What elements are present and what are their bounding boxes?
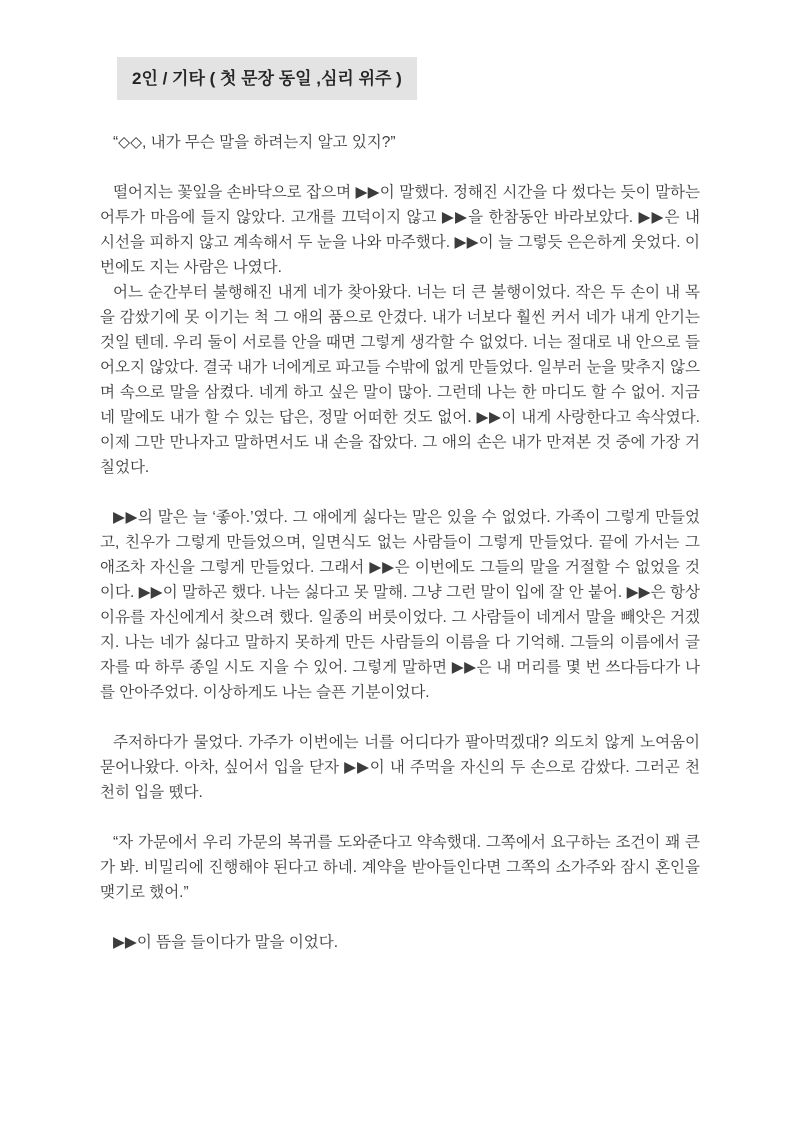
paragraph-block bbox=[100, 505, 700, 705]
paragraph: 어느 순간부터 불행해진 내게 네가 찾아왔다. 너는 더 큰 불행이었다. 작은 두 손이 내 목을 감쌌기에 못 이기는 척 그 애의 품으로 안겼다. 내가 너보다 훨씬 커서 네가 내게 안기는 것일 텐데. 우리 둘이 서로를 안을 때면 그렇게 생각할 수 없었다. 너는 절대로 내 안으로 들어오지 않았다. 결국 내가 너에게로 파고들 수밖에 없게 만들었다. 일부러 눈을 맞추지 않으며 속으로 말을 삼켰다. 네게 하고 싶은 말이 많아. 그런데 나는 한 마디도 할 수 없어. 지금 네 말에도 내가 할 수 있는 답은, 정말 어떠한 것도 없어. ▶▶이 내게 사랑한다고 속삭였다. 이제 그만 만나자고 말하면서도 내 손을 잡았다. 그 애의 손은 내가 만져본 것 중에 가장 거칠었다. bbox=[100, 284, 700, 476]
paragraph-block bbox=[100, 930, 700, 955]
paragraph: 떨어지는 꽃잎을 손바닥으로 잡으며 ▶▶이 말했다. 정해진 시간을 다 썼다는 듯이 말하는 어투가 마음에 들지 않았다. 고개를 끄덕이지 않고 ▶▶을 한참동안 바라보았다. ▶▶은 내 시선을 피하지 않고 계속해서 두 눈을 나와 마주했다. ▶▶이 늘 그렇듯 은은하게 웃었다. 이번에도 지는 사람은 나였다. bbox=[100, 184, 700, 276]
story-text bbox=[100, 130, 700, 955]
paragraph: 주저하다가 물었다. 가주가 이번에는 너를 어디다가 팔아먹겠대? 의도치 않게 노여움이 묻어나왔다. 아차, 싶어서 입을 닫자 ▶▶이 내 주먹을 자신의 두 손으로 감쌌다. 그러곤 천천히 입을 뗐다. bbox=[100, 734, 700, 801]
paragraph: “◇◇, 내가 무슨 말을 하려는지 알고 있지?” bbox=[113, 134, 396, 151]
paragraph: ▶▶이 뜸을 들이다가 말을 이었다. bbox=[113, 934, 339, 951]
paragraph: ▶▶의 말은 늘 ‘좋아.’였다. 그 애에게 싫다는 말은 있을 수 없었다. 가족이 그렇게 만들었고, 친우가 그렇게 만들었으며, 일면식도 없는 사람들이 그렇게 만들었다. 끝에 가서는 그 애조차 자신을 그렇게 만들었다. 그래서 ▶▶은 이번에도 그들의 말을 거절할 수 없었을 것이다. ▶▶이 말하곤 했다. 나는 싫다고 못 말해. 그냥 그런 말이 입에 잘 안 붙어. ▶▶은 항상 이유를 자신에게서 찾으려 했다. 일종의 버릇이었다. 그 사람들이 네게서 말을 빼앗은 거겠지. 나는 네가 싫다고 말하지 못하게 만든 사람들의 이름을 다 기억해. 그들의 이름에서 글자를 따 하루 종일 시도 지을 수 있어. 그렇게 말하면 ▶▶은 내 머리를 몇 번 쓰다듬다가 나를 안아주었다. 이상하게도 나는 슬픈 기분이었다. bbox=[100, 509, 700, 701]
paragraph-block bbox=[100, 830, 700, 905]
paragraph-block bbox=[100, 730, 700, 805]
paragraph: “자 가문에서 우리 가문의 복귀를 도와준다고 약속했대. 그쪽에서 요구하는 조건이 꽤 큰가 봐. 비밀리에 진행해야 된다고 하네. 계약을 받아들인다면 그쪽의 소가주와 잠시 혼인을 맺기로 했어.” bbox=[100, 834, 700, 901]
category-badge: 2인 / 기타 ( 첫 문장 동일 ,심리 위주 ) bbox=[117, 57, 417, 100]
paragraph-block bbox=[100, 130, 700, 155]
paragraph-block bbox=[100, 180, 700, 480]
